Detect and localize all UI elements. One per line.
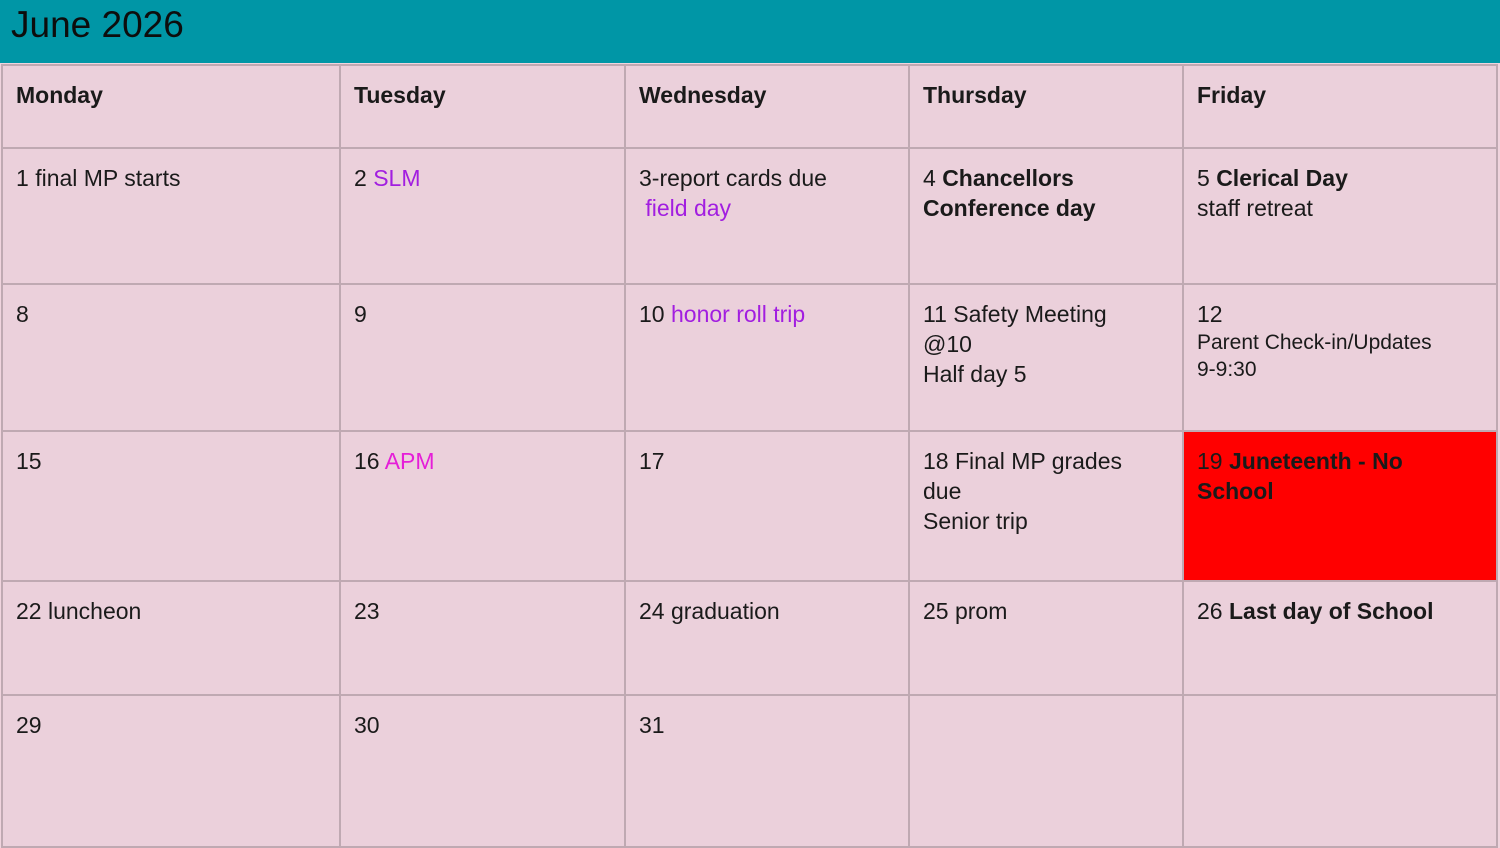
day-number: 22 <box>16 598 42 624</box>
day-cell-23[interactable] <box>340 581 625 695</box>
day-number: 31 <box>639 712 665 738</box>
day-event: APM <box>384 448 435 474</box>
day-cell-1[interactable] <box>2 148 340 284</box>
day-number: 1 <box>16 165 29 191</box>
day-cell-31[interactable] <box>625 695 909 847</box>
day-number: 16 <box>354 448 380 474</box>
day-number: 19 <box>1197 448 1223 474</box>
day-cell-16[interactable] <box>340 431 625 581</box>
day-number: 9 <box>354 301 367 327</box>
day-number: 24 <box>639 598 665 624</box>
day-event: 9-9:30 <box>1197 358 1257 381</box>
weekday-header-thursday: Thursday <box>909 65 1183 148</box>
day-cell-2[interactable] <box>340 148 625 284</box>
day-event: SLM <box>373 165 421 191</box>
weekday-header-friday: Friday <box>1183 65 1497 148</box>
day-event: luncheon <box>47 598 142 624</box>
day-event: honor roll trip <box>670 301 806 327</box>
day-event: final MP starts <box>35 165 181 191</box>
day-cell-17[interactable] <box>625 431 909 581</box>
day-event: Juneteenth - No <box>1228 448 1403 474</box>
day-event: 11 Safety Meeting <box>923 301 1107 327</box>
day-cell-4[interactable] <box>909 148 1183 284</box>
day-event: Clerical Day <box>1216 165 1348 191</box>
day-cell-3[interactable] <box>625 148 909 284</box>
weekday-header-row <box>2 65 1497 148</box>
week-row-4 <box>2 581 1497 695</box>
day-number: 4 <box>923 165 936 191</box>
day-event: graduation <box>670 598 780 624</box>
day-cell-24[interactable] <box>625 581 909 695</box>
day-cell-15[interactable] <box>2 431 340 581</box>
day-cell-8[interactable] <box>2 284 340 431</box>
day-event: School <box>1197 478 1274 504</box>
day-cell-12[interactable] <box>1183 284 1497 431</box>
day-event: Chancellors <box>942 165 1074 191</box>
title-bar <box>0 0 1500 63</box>
day-event: due <box>923 478 962 504</box>
day-cell-26[interactable] <box>1183 581 1497 695</box>
week-row-2 <box>2 284 1497 431</box>
day-cell-30[interactable] <box>340 695 625 847</box>
day-event: Last day of School <box>1228 598 1434 624</box>
day-number: 15 <box>16 448 42 474</box>
day-number: 30 <box>354 712 380 738</box>
day-cell-25[interactable] <box>909 581 1183 695</box>
empty-cell[interactable] <box>1183 695 1497 847</box>
empty-cell[interactable] <box>909 695 1183 847</box>
day-cell-22[interactable] <box>2 581 340 695</box>
calendar-grid <box>1 64 1498 848</box>
calendar-title: June 2026 <box>11 4 184 45</box>
day-cell-19-holiday[interactable] <box>1183 431 1497 581</box>
day-number: 23 <box>354 598 380 624</box>
day-number: 12 <box>1197 301 1223 327</box>
day-cell-5[interactable] <box>1183 148 1497 284</box>
day-number: 26 <box>1197 598 1223 624</box>
day-cell-18[interactable] <box>909 431 1183 581</box>
day-event: Half day 5 <box>923 361 1027 387</box>
day-number: 2 <box>354 165 367 191</box>
day-number: 8 <box>16 301 29 327</box>
day-event: staff retreat <box>1197 195 1313 221</box>
weekday-header-monday: Monday <box>2 65 340 148</box>
day-cell-11[interactable] <box>909 284 1183 431</box>
day-number: 25 <box>923 598 949 624</box>
week-row-5 <box>2 695 1497 847</box>
day-event: Conference day <box>923 195 1096 221</box>
day-cell-29[interactable] <box>2 695 340 847</box>
weekday-header-tuesday: Tuesday <box>340 65 625 148</box>
day-event: @10 <box>923 331 972 357</box>
day-event: 18 Final MP grades <box>923 448 1123 474</box>
week-row-1 <box>2 148 1497 284</box>
day-event: Senior trip <box>923 508 1028 534</box>
day-event: field day <box>645 195 732 221</box>
day-event: Parent Check-in/Updates <box>1197 331 1432 354</box>
day-number: 10 <box>639 301 665 327</box>
day-event: 3-report cards due <box>639 165 827 191</box>
day-cell-10[interactable] <box>625 284 909 431</box>
weekday-header-wednesday: Wednesday <box>625 65 909 148</box>
day-number: 17 <box>639 448 665 474</box>
week-row-3 <box>2 431 1497 581</box>
day-event: prom <box>954 598 1008 624</box>
day-number: 29 <box>16 712 42 738</box>
day-number: 5 <box>1197 165 1210 191</box>
day-cell-9[interactable] <box>340 284 625 431</box>
